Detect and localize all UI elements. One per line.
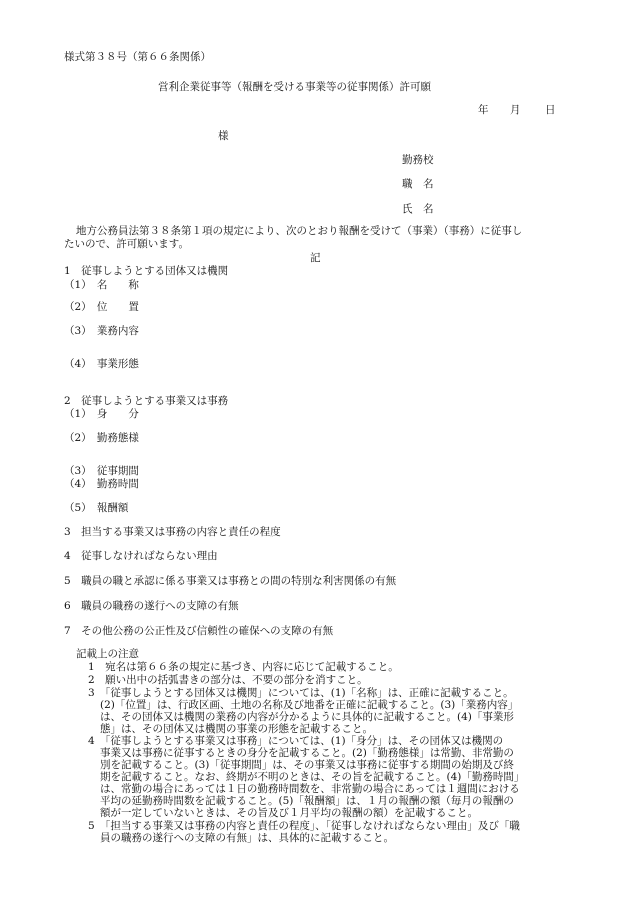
- section-1-heading: 1 従事しようとする団体又は機関: [64, 265, 229, 277]
- section-2-item-hours: （4） 勤務時間: [64, 478, 139, 490]
- intro-line-1: 地方公務員法第３８条第１項の規定により、次のとおり報酬を受けて（事業）（事務）に従事し: [76, 225, 523, 237]
- note-1: 1 宛名は第６６条の規定に基づき、内容に応じて記載すること。: [88, 661, 399, 673]
- section-5: 5 職員の職と承認に係る事業又は事務との間の特別な利害関係の有無: [64, 575, 397, 587]
- date-month-label: 月: [510, 104, 521, 116]
- ki-label: 記: [310, 252, 321, 264]
- addressee-label: 様: [218, 130, 229, 142]
- note-3-line-2: (2)「位置」は、行政区画、土地の名称及び地番を正確に記載すること。(3)「業務内容」: [100, 699, 519, 711]
- section-2-item-work-mode: （2） 勤務態様: [64, 432, 139, 444]
- note-4-line-7: 額が一定していないときは、その旨及び１月平均の報酬の額）を記載すること。: [100, 807, 478, 819]
- note-4-line-2: 事業又は事務に従事するときの身分を記載すること。(2)「勤務態様」は常勤、非常勤の: [100, 747, 514, 759]
- note-3-line-3: は、その団体又は機関の業務の内容が分かるように具体的に記載すること。(4)「事業形: [100, 711, 514, 723]
- notes-heading: 記載上の注意: [76, 648, 139, 660]
- school-label: 勤務校: [402, 154, 434, 166]
- section-1-item-location: （2） 位 置: [64, 301, 139, 313]
- position-label: 職 名: [402, 178, 434, 190]
- form-number: 様式第３８号（第６６条関係）: [64, 51, 211, 63]
- note-2: 2 願い出中の括弧書きの部分は、不要の部分を消すこと。: [88, 674, 368, 686]
- name-label: 氏 名: [402, 203, 434, 215]
- section-2-item-status: （1） 身 分: [64, 408, 139, 420]
- date-year-label: 年: [478, 104, 489, 116]
- section-1-item-name: （1） 名 称: [64, 279, 139, 291]
- note-5-line-1: 5 「担当する事業又は事務の内容と責任の程度」、「従事しなければならない理由」及び「職: [88, 820, 520, 832]
- section-1-item-business: （3） 業務内容: [64, 325, 139, 337]
- section-2-item-pay: （5） 報酬額: [64, 502, 129, 514]
- note-4-line-1: 4 「従事しようとする事業又は事務」については、(1)「身分」は、その団体又は機関の: [88, 735, 504, 747]
- date-day-label: 日: [545, 104, 556, 116]
- section-3: 3 担当する事業又は事務の内容と責任の程度: [64, 526, 281, 538]
- section-7: 7 その他公務の公正性及び信頼性の確保への支障の有無: [64, 625, 334, 637]
- note-3-line-1: 3 「従事しようとする団体又は機関」については、(1)「名称」は、正確に記載すること。: [88, 687, 514, 699]
- note-4-line-6: 平均の延勤務時間数を記載すること。(5)「報酬額」は、１月の報酬の額（毎月の報酬の: [100, 795, 514, 807]
- section-1-item-form: （4） 事業形態: [64, 358, 139, 370]
- section-6: 6 職員の職務の遂行への支障の有無: [64, 600, 239, 612]
- note-4-line-3: 別を記載すること。(3)「従事期間」は、その事業又は事務に従事する期間の始期及び終: [100, 759, 514, 771]
- section-2-heading: 2 従事しようとする事業又は事務: [64, 395, 229, 407]
- intro-line-2: たいので、許可願います。: [64, 238, 189, 250]
- note-3-line-4: 態」は、その団体又は機関の事業の形態を記載すること。: [100, 723, 373, 735]
- note-4-line-4: 期を記載すること。なお、終期が不明のときは、その旨を記載すること。(4)「勤務時間」: [100, 771, 525, 783]
- note-4-line-5: は、常勤の場合にあっては１日の勤務時間数を、非常勤の場合にあっては１週間における: [100, 783, 520, 795]
- section-4: 4 従事しなければならない理由: [64, 550, 218, 562]
- section-2-item-period: （3） 従事期間: [64, 465, 139, 477]
- note-5-line-2: 員の職務の遂行への支障の有無」は、具体的に記載すること。: [100, 832, 394, 844]
- document-title: 営利企業従事等（報酬を受ける事業等の従事関係）許可願: [158, 81, 431, 93]
